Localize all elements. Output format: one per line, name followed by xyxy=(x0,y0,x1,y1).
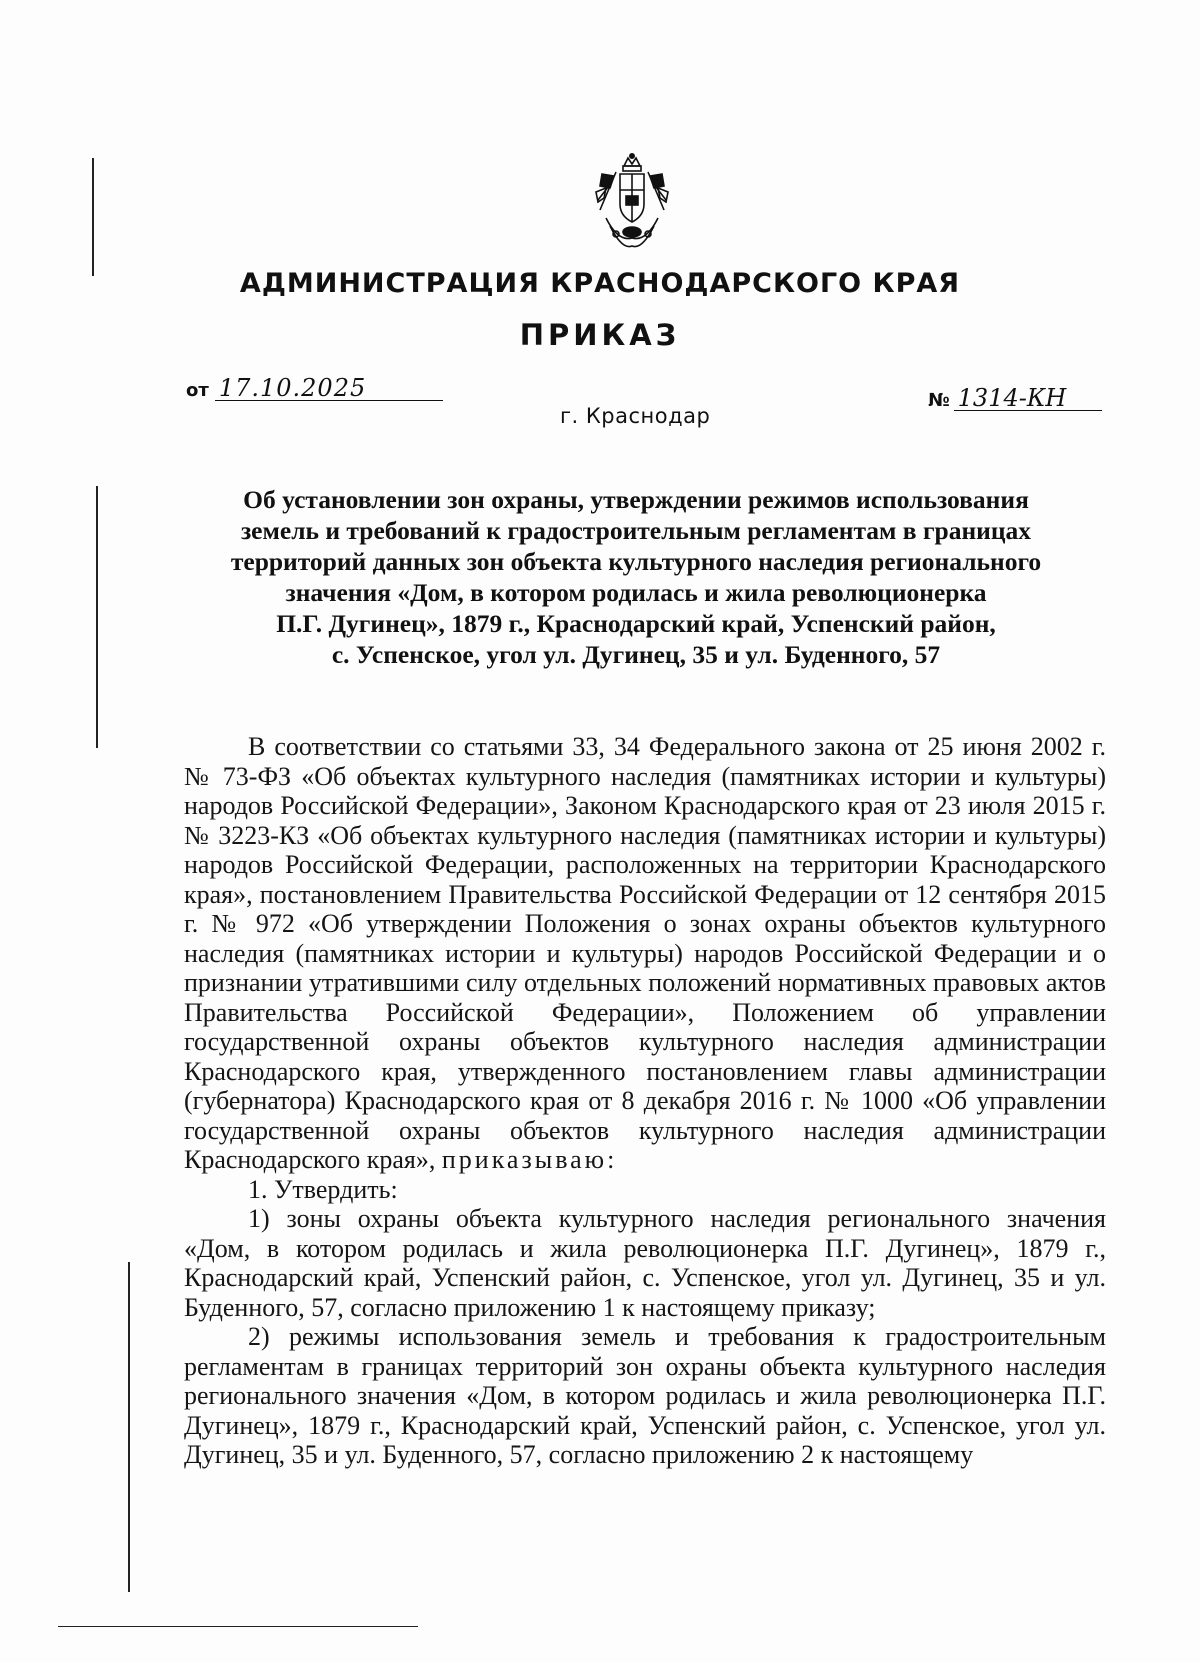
item-1-1: 1) зоны охраны объекта культурного наследия регионального значения «Дом, в котором родилась и жила революционерка П.Г. Дугинец», 1879 г., Краснодарский край, Успенский район, с. Успенское, угол ул. Дугинец, 35 и ул. Буденного, 57, согласно приложению 1 к настоящему приказу; xyxy=(184,1204,1106,1322)
item-1-2: 2) режимы использования земель и требования к градостроительным регламентам в границах территорий зон охраны объекта культурного наследия регионального значения «Дом, в котором родилась и жила революционерка П.Г. Дугинец», 1879 г., Краснодарский край, Успенский район, с. Успенское, угол ул. Дугинец, 35 и ул. Буденного, 57, согласно приложению 2 к настоящему xyxy=(184,1322,1106,1469)
preamble-paragraph xyxy=(184,732,1106,1175)
scan-margin-mark xyxy=(128,1262,130,1592)
document-type: ПРИКАЗ xyxy=(519,318,681,352)
number-field xyxy=(928,386,1102,411)
date-value: 17.10.2025 xyxy=(215,376,443,401)
city: г. Краснодар xyxy=(560,404,711,428)
title-line: с. Успенское, угол ул. Дугинец, 35 и ул. Буденного, 57 xyxy=(331,640,941,669)
date-field xyxy=(186,376,443,401)
scan-margin-mark xyxy=(92,158,94,276)
organization-name: АДМИНИСТРАЦИЯ КРАСНОДАРСКОГО КРАЯ xyxy=(239,268,961,299)
title-line: Об установлении зон охраны, утверждении режимов использования xyxy=(243,485,1029,514)
date-label: от xyxy=(186,380,209,401)
preamble-keyword: приказываю: xyxy=(441,1145,618,1174)
preamble-text: В соответствии со статьями 33, 34 Федерального закона от 25 июня 2002 г. № 73-ФЗ «Об объектах культурного наследия (памятниках истории и культуры) народов Российской Федерации», Законом Краснодарского края от 23 июля 2015 г. № 3223-КЗ «Об объектах культурного наследия (памятниках истории и культуры) народов Российской Федерации, расположенных на территории Краснодарского края», постановлением Правительства Российской Федерации от 12 сентября 2015 г. № 972 «Об утверждении Положения о зонах охраны объектов культурного наследия (памятниках истории и культуры) народов Российской Федерации и о признании утратившими силу отдельных положений нормативных правовых актов Правительства Российской Федерации», Положением об управлении государственной охраны объектов культурного наследия администрации Краснодарского края, утвержденного постановлением главы администрации (губернатора) Краснодарского края от 8 декабря 2016 г. № 1000 «Об управлении государственной охраны объектов культурного наследия администрации Краснодарского края», xyxy=(184,732,1106,1174)
number-value: 1314-КН xyxy=(954,386,1102,411)
coat-of-arms-icon xyxy=(592,152,672,254)
title-line: территорий данных зон объекта культурного наследия регионального xyxy=(230,547,1042,576)
title-line: значения «Дом, в котором родилась и жила революционерка xyxy=(285,578,987,607)
document-body xyxy=(184,732,1106,1470)
document-title xyxy=(196,484,1076,670)
item-1: 1. Утвердить: xyxy=(248,1174,398,1204)
title-line: П.Г. Дугинец», 1879 г., Краснодарский край, Успенский район, xyxy=(276,609,996,638)
footnote-separator xyxy=(58,1626,418,1627)
scan-margin-mark xyxy=(96,486,98,748)
number-label: № xyxy=(928,390,950,411)
title-line: земель и требований к градостроительным регламентам в границах xyxy=(240,516,1032,545)
